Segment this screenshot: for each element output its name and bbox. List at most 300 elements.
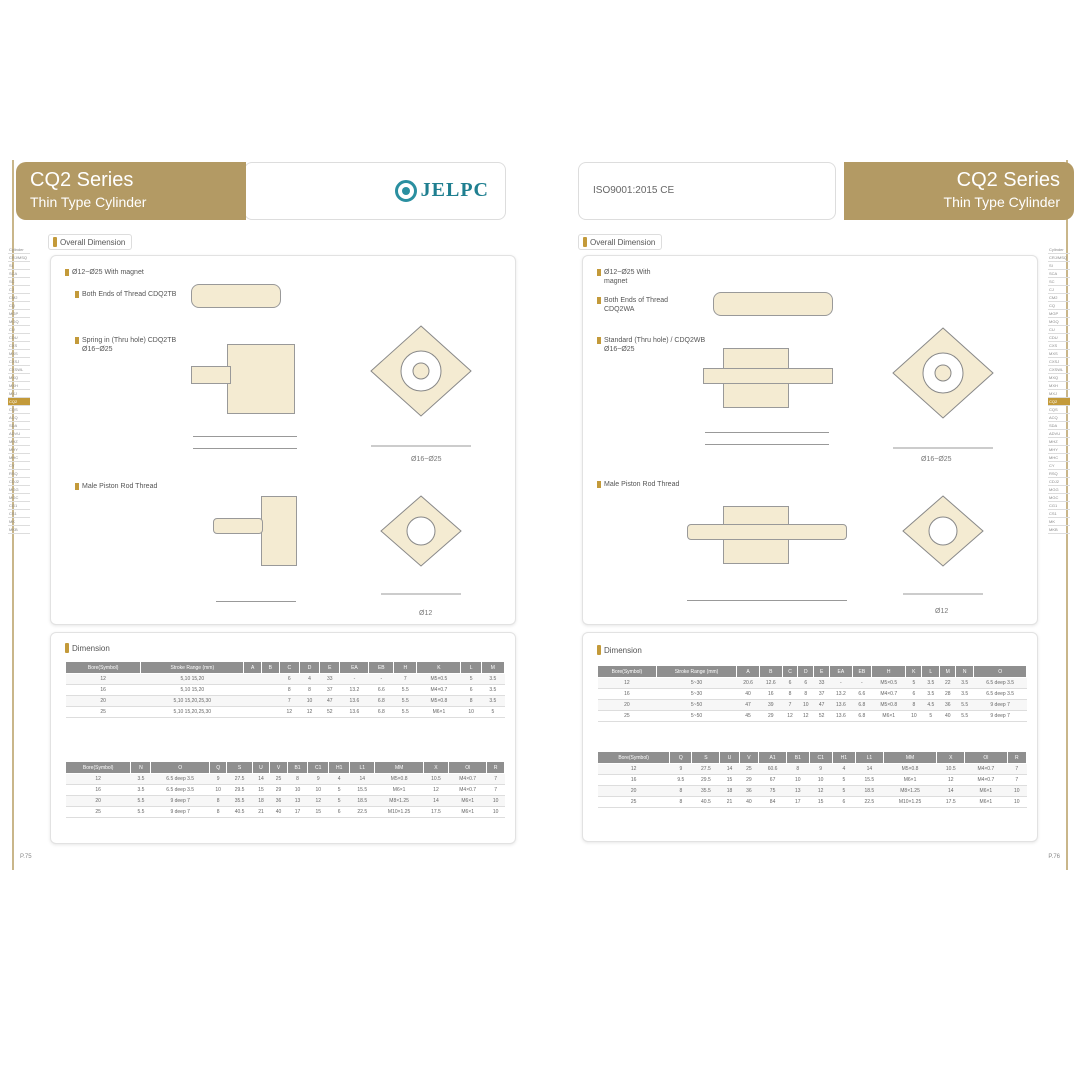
side-index-tab[interactable]: CU	[8, 326, 30, 334]
table-cell: 20	[598, 786, 670, 797]
table-cell: 13	[287, 796, 307, 807]
table-cell: 18	[720, 786, 739, 797]
side-index-tab[interactable]: MGQ	[1048, 318, 1070, 326]
side-index-tab[interactable]: MHZ	[1048, 438, 1070, 446]
table-cell: M5×0.8	[872, 700, 906, 711]
table-cell: M10×1.25	[375, 807, 423, 818]
table-header-cell: N	[131, 762, 151, 774]
side-index-tab[interactable]: CJ	[1048, 286, 1070, 294]
table-header-row	[66, 762, 505, 774]
section-marker-icon	[597, 645, 601, 655]
side-index-tab[interactable]: MXS	[1048, 350, 1070, 358]
table-cell: 25	[739, 764, 758, 775]
table-cell: 12	[809, 786, 832, 797]
table-cell: 15	[252, 785, 270, 796]
side-index-tab[interactable]: CQ	[1048, 302, 1070, 310]
side-index-tab[interactable]: ACQ	[1048, 414, 1070, 422]
table-header-cell: H1	[329, 762, 350, 774]
side-index-tab[interactable]: RSQ	[8, 470, 30, 478]
iso-certification: ISO9001:2015 CE	[593, 185, 675, 196]
table-cell: -	[369, 674, 394, 685]
table-cell: 35.5	[227, 796, 252, 807]
side-index-tab[interactable]: CM2	[8, 294, 30, 302]
right-dimension-panel	[582, 632, 1038, 842]
side-index-tab[interactable]: SI	[8, 262, 30, 270]
cylinder-rod-side	[191, 366, 231, 384]
table-cell: 7	[394, 674, 417, 685]
table-header-cell: B1	[787, 752, 810, 764]
table-cell	[244, 685, 262, 696]
table-cell: 6.6	[369, 685, 394, 696]
table-cell: 45	[737, 711, 760, 722]
table-cell: 37	[814, 689, 830, 700]
side-index-tab[interactable]: CY	[8, 462, 30, 470]
right-note-magnet: Ø12~Ø25 With magnet	[597, 268, 667, 286]
left-overall-label	[48, 234, 132, 250]
side-index-tab[interactable]: MHY	[1048, 446, 1070, 454]
table-cell: 5	[461, 674, 481, 685]
table-header-cell: V	[739, 752, 758, 764]
side-index-tab[interactable]: CQ	[8, 302, 30, 310]
table-cell: 7	[782, 700, 798, 711]
table-cell: 10	[1007, 797, 1027, 808]
table-row	[598, 700, 1027, 711]
table-cell: 36	[270, 796, 288, 807]
table-cell: 12	[66, 774, 131, 785]
table-cell: 36	[940, 700, 956, 711]
table-header-cell: MM	[375, 762, 423, 774]
table-cell: 5.5	[956, 700, 974, 711]
table-header-cell: U	[252, 762, 270, 774]
table-header-cell: Ol	[449, 762, 487, 774]
table-header-cell: Q	[209, 762, 227, 774]
table-cell: 47	[320, 696, 340, 707]
table-header-cell: U	[720, 752, 739, 764]
side-index-tab[interactable]: CQS	[1048, 406, 1070, 414]
side-index-tab[interactable]: MHC	[8, 454, 30, 462]
table-cell: 12	[937, 775, 965, 786]
table-cell: 18	[252, 796, 270, 807]
side-index-tab[interactable]: CDU	[8, 334, 30, 342]
table-header-cell: L1	[350, 762, 375, 774]
side-index-tab[interactable]: MHY	[8, 446, 30, 454]
table-cell	[244, 707, 262, 718]
table-cell: 14	[350, 774, 375, 785]
side-index-tab[interactable]: CXS	[1048, 342, 1070, 350]
table-cell: 5~50	[656, 711, 736, 722]
side-index-tab[interactable]: CY	[1048, 462, 1070, 470]
table-cell: 14	[720, 764, 739, 775]
table-cell: 15.5	[350, 785, 375, 796]
side-index-tab[interactable]: MGG	[1048, 486, 1070, 494]
table-cell: 16	[66, 785, 131, 796]
side-index-tab[interactable]: RSQ	[1048, 470, 1070, 478]
table-header-cell: A1	[759, 752, 787, 764]
dim-line-e	[705, 444, 829, 445]
table-cell: 12	[66, 674, 141, 685]
side-index-tab[interactable]: CQ2	[1048, 398, 1070, 406]
table-cell: 13.2	[830, 689, 853, 700]
table-header-cell: H	[394, 662, 417, 674]
side-index-tab[interactable]: MXJ	[8, 390, 30, 398]
table-cell: 47	[737, 700, 760, 711]
table-cell: 5	[329, 785, 350, 796]
right-overall-label	[578, 234, 662, 250]
table-row	[598, 764, 1027, 775]
table-cell: 8	[906, 700, 922, 711]
table-cell: M4×0.7	[449, 785, 487, 796]
table-header-cell: Bore(Symbol)	[66, 662, 141, 674]
table-header-cell: R	[487, 762, 505, 774]
side-index-tab[interactable]: CXSJ	[1048, 358, 1070, 366]
table-header-cell: O	[151, 762, 209, 774]
table-cell: 17	[787, 797, 810, 808]
table-cell: 8	[209, 796, 227, 807]
table-cell: 6	[798, 678, 814, 689]
table-header-cell: X	[423, 762, 448, 774]
table-header-cell: S	[692, 752, 720, 764]
table-header-cell: K	[417, 662, 461, 674]
table-cell: 13.6	[830, 711, 853, 722]
table-cell: 3.5	[131, 785, 151, 796]
table-cell: 8	[461, 696, 481, 707]
table-header-cell: C1	[308, 762, 329, 774]
table-header-row	[598, 666, 1027, 678]
side-index-tab[interactable]: ADVU	[8, 430, 30, 438]
table-header-cell: EB	[852, 666, 871, 678]
table-cell: M4×0.7	[872, 689, 906, 700]
table-row	[598, 711, 1027, 722]
table-cell: 10	[906, 711, 922, 722]
table-cell: 12	[598, 764, 670, 775]
table-cell: 4	[329, 774, 350, 785]
table-cell: 10	[461, 707, 481, 718]
side-index-tab[interactable]: CXS	[8, 342, 30, 350]
table-cell: 67	[759, 775, 787, 786]
table-header-cell: C	[782, 666, 798, 678]
left-dimension-table-2	[65, 761, 505, 818]
side-index-tab[interactable]: CG1	[8, 502, 30, 510]
right-page	[578, 160, 1068, 870]
table-cell: M4×0.7	[449, 774, 487, 785]
right-overall-text: Overall Dimension	[590, 237, 656, 247]
table-cell: 40	[270, 807, 288, 818]
side-index-tab[interactable]: CXSWL	[1048, 366, 1070, 374]
left-dimension-label	[61, 641, 116, 655]
side-index-tab[interactable]: MKB	[8, 526, 30, 534]
side-index-tab[interactable]: CDU	[1048, 334, 1070, 342]
table-cell	[261, 696, 279, 707]
table-cell: M6×1	[883, 775, 937, 786]
table-cell: 12.6	[759, 678, 782, 689]
table-header-cell: R	[1007, 752, 1027, 764]
side-index-tab[interactable]: CXSJ	[8, 358, 30, 366]
table-cell: 3.5	[481, 674, 504, 685]
table-row	[66, 774, 505, 785]
table-cell: 13.6	[830, 700, 853, 711]
left-header-box	[244, 162, 506, 220]
table-cell: M5×0.5	[872, 678, 906, 689]
table-cell: 5,10 15,20,25,30	[141, 696, 244, 707]
table-cell: 40	[737, 689, 760, 700]
side-index-tab[interactable]: SDA	[1048, 422, 1070, 430]
side-index-tab[interactable]: SDA	[8, 422, 30, 430]
side-index-tab[interactable]: SCA	[1048, 270, 1070, 278]
right-series-subtitle: Thin Type Cylinder	[943, 194, 1060, 210]
side-index-tab[interactable]: CDJ2	[1048, 478, 1070, 486]
table-header-row	[598, 752, 1027, 764]
right-dimension-label	[593, 643, 648, 657]
table-header-cell: Stroke Range (mm)	[141, 662, 244, 674]
table-cell: 6.8	[369, 696, 394, 707]
table-cell: 12	[598, 678, 657, 689]
table-cell: 5~30	[656, 689, 736, 700]
right-note-both-ends: Both Ends of Thread CDQ2WA	[597, 296, 697, 314]
table-cell: 21	[252, 807, 270, 818]
table-cell: 8	[209, 807, 227, 818]
table-cell: 9	[809, 764, 832, 775]
table-cell: 6	[461, 685, 481, 696]
table-cell: 3.5	[956, 678, 974, 689]
side-index-tab[interactable]: MXQ	[8, 374, 30, 382]
table-header-cell: Bore(Symbol)	[66, 762, 131, 774]
table-cell: 13.6	[340, 696, 369, 707]
table-cell	[244, 674, 262, 685]
left-header	[14, 160, 516, 220]
table-cell: M6×1	[449, 796, 487, 807]
side-index-tab[interactable]: MK	[1048, 518, 1070, 526]
table-cell: M5×0.8	[417, 696, 461, 707]
table-cell: 15	[308, 807, 329, 818]
table-row	[66, 796, 505, 807]
table-cell: 6.5 deep 3.5	[974, 689, 1027, 700]
rod-drawing-top	[191, 284, 281, 308]
side-index-tab[interactable]: ACQ	[8, 414, 30, 422]
table-cell: 25	[66, 707, 141, 718]
table-row	[66, 674, 505, 685]
side-index-tab[interactable]: MGP	[8, 310, 30, 318]
table-cell: M4×0.7	[965, 775, 1007, 786]
table-row	[66, 785, 505, 796]
table-header-cell: H	[872, 666, 906, 678]
table-cell: 12	[782, 711, 798, 722]
table-cell: 3.5	[481, 685, 504, 696]
side-index-tab[interactable]: MHZ	[8, 438, 30, 446]
table-cell: 17	[287, 807, 307, 818]
side-index-tab[interactable]: SI	[1048, 262, 1070, 270]
table-header-cell: N	[956, 666, 974, 678]
table-cell: 10	[209, 785, 227, 796]
table-header-cell: H1	[832, 752, 855, 764]
left-dimension-text: Dimension	[72, 643, 110, 653]
side-index-tab[interactable]: CS1	[1048, 510, 1070, 518]
table-cell: 5.5	[956, 711, 974, 722]
table-cell: 6.8	[369, 707, 394, 718]
table-cell: 5	[329, 796, 350, 807]
right-dimension-table-1	[597, 665, 1027, 722]
table-cell: 6	[329, 807, 350, 818]
side-index-tab[interactable]: MK	[8, 518, 30, 526]
side-index-tab[interactable]: Cylinder	[8, 246, 30, 254]
table-cell: 9.5	[670, 775, 692, 786]
table-cell: M6×1	[375, 785, 423, 796]
table-cell: 8	[299, 685, 319, 696]
left-series-subtitle: Thin Type Cylinder	[30, 194, 147, 210]
table-cell: 8	[787, 764, 810, 775]
table-cell: 9	[308, 774, 329, 785]
table-cell: 5,10 15,20	[141, 685, 244, 696]
table-cell: 5.5	[131, 796, 151, 807]
side-index-tab[interactable]: MGC	[1048, 494, 1070, 502]
table-cell: 10	[1007, 786, 1027, 797]
left-side-index[interactable]	[8, 246, 30, 534]
table-cell: 84	[759, 797, 787, 808]
table-cell	[261, 685, 279, 696]
side-index-tab[interactable]: CS1	[8, 510, 30, 518]
right-side-index[interactable]	[1048, 246, 1070, 534]
table-cell: 22.5	[350, 807, 375, 818]
table-cell: 7	[1007, 764, 1027, 775]
table-cell: M5×0.5	[417, 674, 461, 685]
table-header-cell: V	[270, 762, 288, 774]
table-cell: 9 deep 7	[151, 807, 209, 818]
table-cell: 6	[279, 674, 299, 685]
side-index-tab[interactable]: CM2	[1048, 294, 1070, 302]
table-cell: 6	[832, 797, 855, 808]
table-cell: 6.6	[852, 689, 871, 700]
section-marker-icon	[583, 237, 587, 247]
table-cell: 8	[287, 774, 307, 785]
right-dimension-text: Dimension	[604, 645, 642, 655]
table-header-cell: Q	[670, 752, 692, 764]
side-index-tab[interactable]: CDJ2	[8, 478, 30, 486]
table-cell: 5,10 15,20	[141, 674, 244, 685]
table-header-cell: C1	[809, 752, 832, 764]
table-cell: 6.8	[852, 711, 871, 722]
table-cell: 36	[739, 786, 758, 797]
table-cell: 29.5	[692, 775, 720, 786]
side-index-tab[interactable]: MGQ	[8, 318, 30, 326]
table-cell: 28	[940, 689, 956, 700]
side-index-tab[interactable]: CRJ/MSQ	[1048, 254, 1070, 262]
table-cell: 10	[299, 696, 319, 707]
right-note-standard: Standard (Thru hole) / CDQ2WB Ø16~Ø25	[597, 336, 707, 354]
section-marker-icon	[53, 237, 57, 247]
table-header-cell: Ol	[965, 752, 1007, 764]
table-cell: 7	[487, 785, 505, 796]
table-header-cell: D	[299, 662, 319, 674]
table-cell: M6×1	[417, 707, 461, 718]
side-index-tab[interactable]: SC	[8, 278, 30, 286]
left-note-spring-in: Spring in (Thru hole) CDQ2TB Ø16~Ø25	[75, 336, 185, 354]
table-cell: 7	[279, 696, 299, 707]
left-note-magnet: Ø12~Ø25 With magnet	[65, 268, 144, 277]
left-dimension-table-1	[65, 661, 505, 718]
table-cell: 5	[832, 786, 855, 797]
table-cell: 5	[922, 711, 940, 722]
table-cell: 5.5	[131, 807, 151, 818]
side-index-tab[interactable]: CU	[1048, 326, 1070, 334]
table-header-cell: L1	[855, 752, 883, 764]
table-cell: 10	[308, 785, 329, 796]
left-drawing-panel	[50, 255, 516, 625]
side-index-tab[interactable]: CXSWL	[8, 366, 30, 374]
side-index-tab[interactable]: MXH	[1048, 382, 1070, 390]
table-cell: 52	[320, 707, 340, 718]
side-index-tab[interactable]: CRJ/MSQ	[8, 254, 30, 262]
side-index-tab[interactable]: CG1	[1048, 502, 1070, 510]
table-header-cell: MM	[883, 752, 937, 764]
table-cell: 6.5 deep 3.5	[151, 785, 209, 796]
table-cell: M5×0.8	[883, 764, 937, 775]
table-cell: 25	[598, 797, 670, 808]
table-cell: 8	[279, 685, 299, 696]
table-cell: 18.5	[855, 786, 883, 797]
table-header-cell: EA	[830, 666, 853, 678]
table-cell: 10	[487, 807, 505, 818]
cylinder-rod-through	[703, 368, 833, 384]
dia-label-top-right: Ø16~Ø25	[921, 456, 952, 463]
side-index-tab[interactable]: SC	[1048, 278, 1070, 286]
table-header-cell: M	[481, 662, 504, 674]
table-header-cell: C	[279, 662, 299, 674]
table-cell: 60.6	[759, 764, 787, 775]
side-index-tab[interactable]: Cylinder	[1048, 246, 1070, 254]
table-header-cell: A	[244, 662, 262, 674]
table-row	[598, 786, 1027, 797]
table-cell: 12	[279, 707, 299, 718]
table-cell: M4×0.7	[965, 764, 1007, 775]
table-header-cell: Stroke Range (mm)	[656, 666, 736, 678]
table-cell: 25	[66, 807, 131, 818]
table-header-cell: L	[922, 666, 940, 678]
table-cell: -	[340, 674, 369, 685]
side-index-tab[interactable]: MGG	[8, 486, 30, 494]
left-series-title: CQ2 Series	[30, 169, 134, 191]
table-cell: 12	[798, 711, 814, 722]
side-index-tab[interactable]: MXQ	[1048, 374, 1070, 382]
table-header-cell: D	[798, 666, 814, 678]
table-cell: 18.5	[350, 796, 375, 807]
side-index-tab[interactable]: CQ2	[8, 398, 30, 406]
table-header-cell: X	[937, 752, 965, 764]
side-index-tab[interactable]: CQS	[8, 406, 30, 414]
table-header-cell: S	[227, 762, 252, 774]
dia-label-bottom: Ø12	[419, 610, 433, 617]
table-cell: 8	[670, 797, 692, 808]
side-index-tab[interactable]: MXH	[8, 382, 30, 390]
side-index-tab[interactable]: MXS	[8, 350, 30, 358]
table-header-cell: EA	[340, 662, 369, 674]
side-index-tab[interactable]: MXJ	[1048, 390, 1070, 398]
side-index-tab[interactable]: MKB	[1048, 526, 1070, 534]
table-cell: 5,10 15,20,25,30	[141, 707, 244, 718]
table-cell: 15	[809, 797, 832, 808]
side-index-tab[interactable]: CJ	[8, 286, 30, 294]
table-header-cell: L	[461, 662, 481, 674]
side-index-tab[interactable]: MGP	[1048, 310, 1070, 318]
flange-drawing-top	[351, 306, 491, 456]
side-index-tab[interactable]: MGC	[8, 494, 30, 502]
table-row	[66, 707, 505, 718]
table-cell: 33	[814, 678, 830, 689]
table-row	[66, 696, 505, 707]
table-cell: 5.5	[394, 696, 417, 707]
side-index-tab[interactable]: ADVU	[1048, 430, 1070, 438]
side-index-tab[interactable]: MHC	[1048, 454, 1070, 462]
side-index-tab[interactable]: SCA	[8, 270, 30, 278]
dia-label-top: Ø16~Ø25	[411, 456, 442, 463]
